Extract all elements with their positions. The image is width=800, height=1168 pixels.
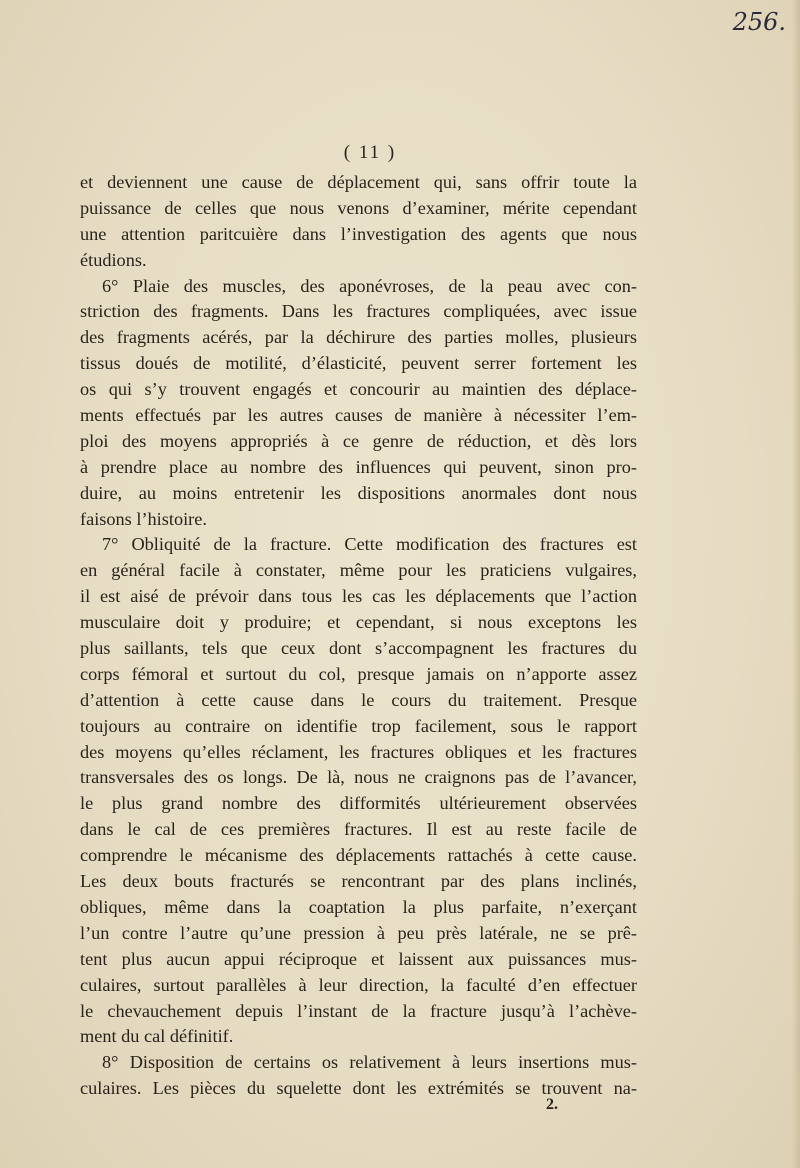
text-line: plus saillants, tels que ceux dont s’accompagnent les fractures du bbox=[80, 638, 637, 659]
text-line: 7° Obliquité de la fracture. Cette modification des fractures est bbox=[102, 534, 637, 555]
text-line: tissus doués de motilité, d’élasticité, peuvent serrer fortement les bbox=[80, 353, 637, 374]
text-line: dans le cal de ces premières fractures. Il est au reste facile de bbox=[80, 819, 637, 840]
text-line: une attention paritcuière dans l’investigation des agents que nous bbox=[80, 223, 637, 244]
text-line: des fragments acérés, par la déchirure des parties molles, plusieurs bbox=[80, 327, 637, 348]
text-line: Les deux bouts fracturés se rencontrant par des plans inclinés, bbox=[80, 871, 637, 892]
page-fold-shadow bbox=[792, 0, 800, 1168]
text-line: puissance de celles que nous venons d’examiner, mérite cependant bbox=[80, 197, 637, 218]
text-line: faisons l’histoire. bbox=[80, 508, 207, 529]
text-line: à prendre place au nombre des influences qui peuvent, sinon pro- bbox=[80, 456, 637, 477]
text-line: ments effectués par les autres causes de manière à nécessiter l’em- bbox=[80, 405, 637, 426]
text-line: le plus grand nombre des difformités ultérieurement observées bbox=[80, 793, 637, 814]
text-line: tent plus aucun appui réciproque et laissent aux puissances mus- bbox=[80, 948, 637, 969]
text-line: il est aisé de prévoir dans tous les cas les déplacements que l’action bbox=[80, 586, 637, 607]
text-line: étudions. bbox=[80, 249, 147, 270]
text-line: corps fémoral et surtout du col, presque jamais on n’apporte assez bbox=[80, 663, 637, 684]
text-line: duire, au moins entretenir les dispositions anormales dont nous bbox=[80, 482, 637, 503]
text-line: en général facile à constater, même pour les praticiens vulgaires, bbox=[80, 560, 637, 581]
text-line: obliques, même dans la coaptation la plus parfaite, n’exerçant bbox=[80, 896, 637, 917]
text-line: striction des fragments. Dans les fractures compliquées, avec issue bbox=[80, 301, 637, 322]
text-line: et deviennent une cause de déplacement qui, sans offrir toute la bbox=[80, 172, 637, 192]
text-line: toujours au contraire on identifie trop facilement, sous le rapport bbox=[80, 715, 637, 736]
text-line: des moyens qu’elles réclament, les fractures obliques et les fractures bbox=[80, 741, 637, 762]
page-number: ( 11 ) bbox=[343, 142, 397, 163]
text-line: ment du cal définitif. bbox=[80, 1026, 234, 1047]
text-line: d’attention à cette cause dans le cours du traitement. Presque bbox=[80, 689, 637, 710]
text-line: 6° Plaie des muscles, des aponévroses, de la peau avec con- bbox=[102, 275, 637, 296]
text-line: transversales des os longs. De là, nous ne craignons pas de l’avancer, bbox=[80, 767, 637, 788]
signature-mark: 2. bbox=[546, 1096, 558, 1113]
text-line: 8° Disposition de certains os relativement à leurs insertions mus- bbox=[102, 1052, 637, 1073]
body-text bbox=[80, 170, 637, 1102]
text-line: os qui s’y trouvent engagés et concourir au maintien des déplace- bbox=[80, 379, 637, 400]
text-line: l’un contre l’autre qu’une pression à peu près latérale, ne se prê- bbox=[80, 922, 637, 943]
text-line: culaires. Les pièces du squelette dont les extrémités se trouvent na- bbox=[80, 1078, 637, 1099]
text-line: comprendre le mécanisme des déplacements rattachés à cette cause. bbox=[80, 845, 637, 866]
text-line: le chevauchement depuis l’instant de la fracture jusqu’à l’achève- bbox=[80, 1000, 637, 1021]
text-line: culaires, surtout parallèles à leur direction, la faculté d’en effectuer bbox=[80, 974, 637, 995]
text-line: ploi des moyens appropriés à ce genre de réduction, et dès lors bbox=[80, 430, 637, 451]
handwritten-folio: 256. bbox=[732, 8, 786, 36]
text-line: musculaire doit y produire; et cependant, si nous exceptons les bbox=[80, 612, 637, 633]
